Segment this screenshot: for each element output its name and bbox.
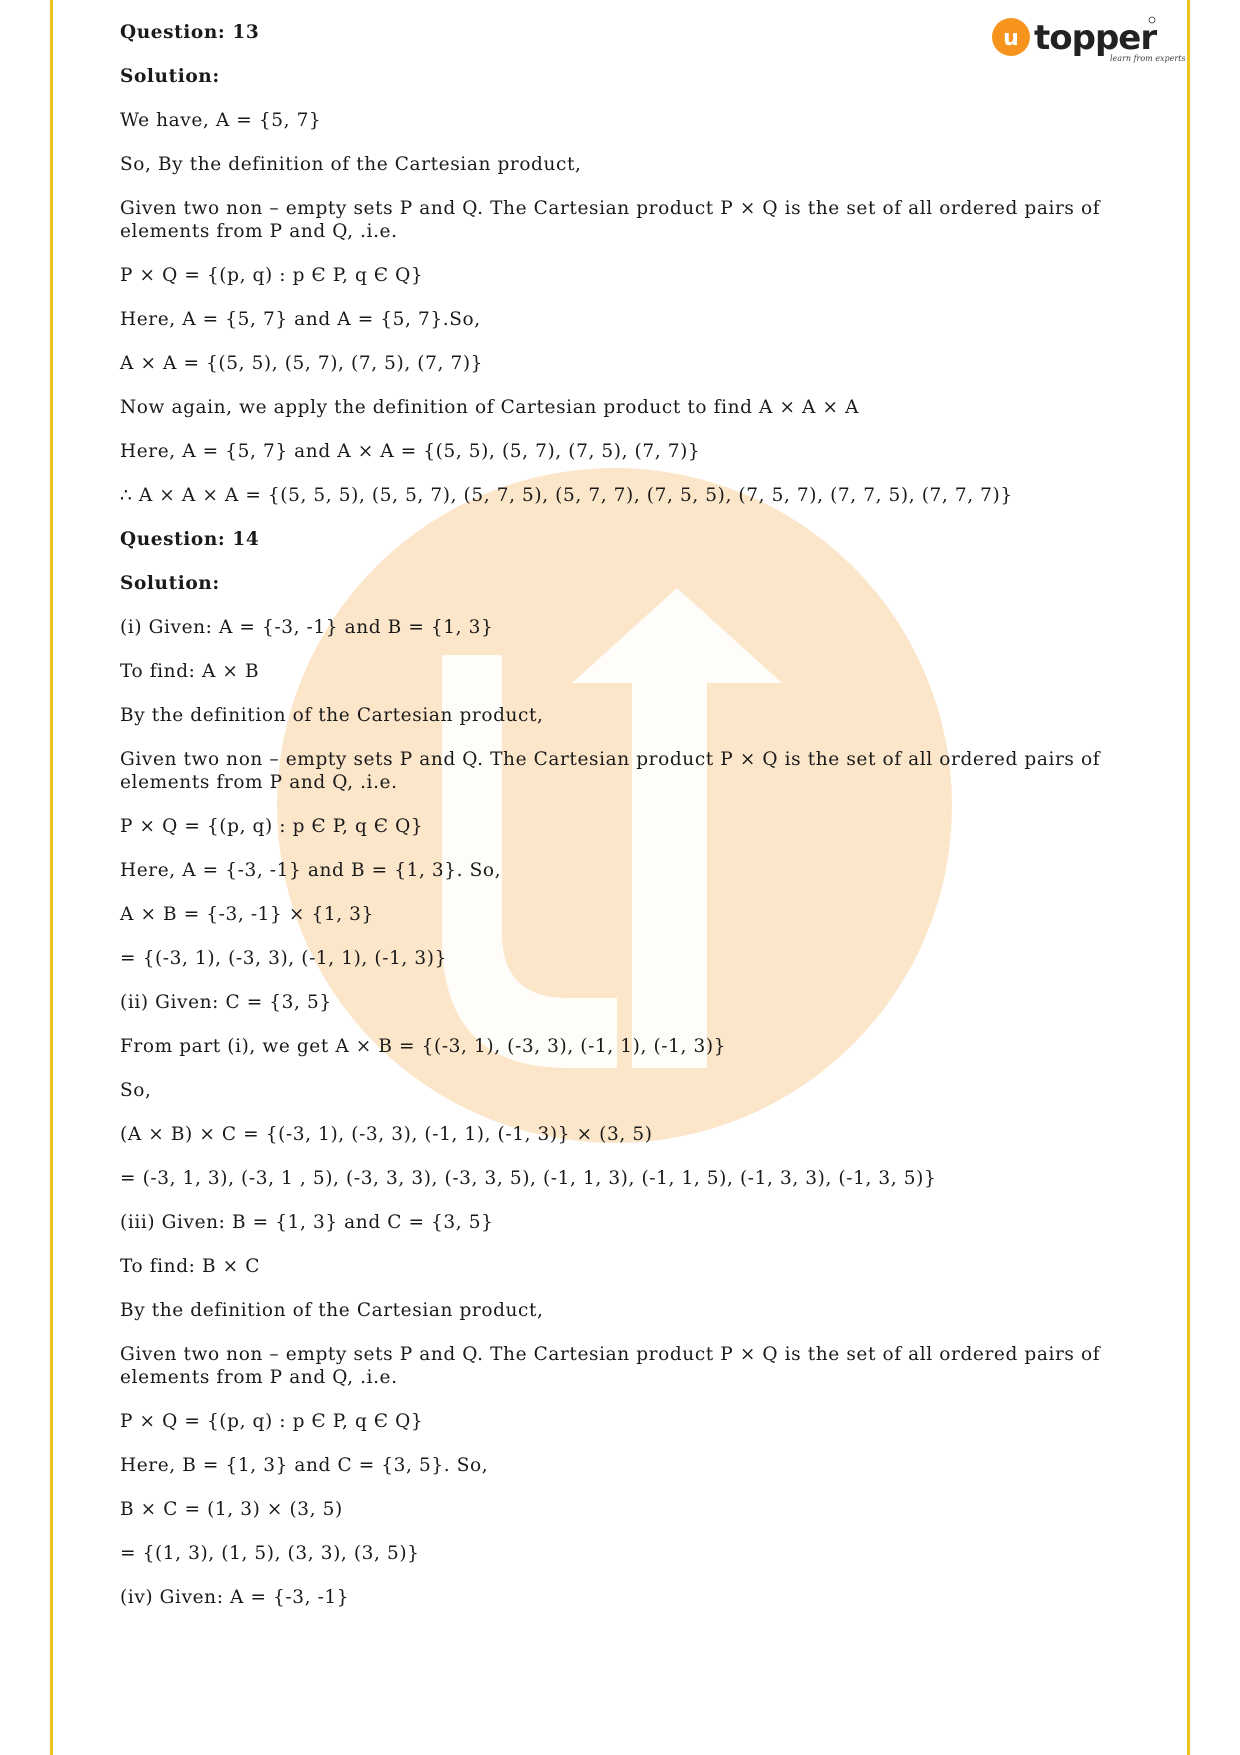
text-line: P × Q = {(p, q) : p Є P, q Є Q} bbox=[120, 816, 424, 837]
section-heading: Solution: bbox=[120, 66, 220, 87]
page-border-left bbox=[50, 0, 53, 1755]
text-line: We have, A = {5, 7} bbox=[120, 110, 322, 131]
text-line: = {(-3, 1), (-3, 3), (-1, 1), (-1, 3)} bbox=[120, 948, 447, 969]
solution-content bbox=[120, 18, 1130, 1627]
text-line: To find: A × B bbox=[120, 661, 260, 682]
text-line: Given two non – empty sets P and Q. The Cartesian product P × Q is the set of all ordered pairs of elements from P and Q, .i.e. bbox=[120, 198, 1101, 242]
text-line: A × B = {-3, -1} × {1, 3} bbox=[120, 904, 374, 925]
logo-text: topper bbox=[1034, 18, 1157, 58]
section-heading: Solution: bbox=[120, 573, 220, 594]
text-line: So, By the definition of the Cartesian product, bbox=[120, 154, 582, 175]
section-heading: Question: 13 bbox=[120, 22, 260, 43]
text-line: A × A = {(5, 5), (5, 7), (7, 5), (7, 7)} bbox=[120, 353, 484, 374]
text-line: Here, B = {1, 3} and C = {3, 5}. So, bbox=[120, 1455, 489, 1476]
text-line: By the definition of the Cartesian product, bbox=[120, 1300, 544, 1321]
text-line: P × Q = {(p, q) : p Є P, q Є Q} bbox=[120, 265, 424, 286]
text-line: So, bbox=[120, 1080, 152, 1101]
text-line: (A × B) × C = {(-3, 1), (-3, 3), (-1, 1), (-1, 3)} × (3, 5) bbox=[120, 1124, 653, 1145]
logo-tagline: learn from experts bbox=[1110, 54, 1186, 63]
logo-mark: u bbox=[1003, 26, 1019, 51]
text-line: Given two non – empty sets P and Q. The Cartesian product P × Q is the set of all ordered pairs of elements from P and Q, .i.e. bbox=[120, 749, 1101, 793]
text-line: ∴ A × A × A = {(5, 5, 5), (5, 5, 7), (5, 7, 5), (5, 7, 7), (7, 5, 5), (7, 5, 7), (7, 7, 5), (7, 7, 7)} bbox=[120, 485, 1013, 506]
text-line: Here, A = {-3, -1} and B = {1, 3}. So, bbox=[120, 860, 502, 881]
text-line: P × Q = {(p, q) : p Є P, q Є Q} bbox=[120, 1411, 424, 1432]
text-line: (i) Given: A = {-3, -1} and B = {1, 3} bbox=[120, 617, 494, 638]
text-line: (ii) Given: C = {3, 5} bbox=[120, 992, 332, 1013]
page-border-right bbox=[1187, 0, 1190, 1755]
text-line: Here, A = {5, 7} and A = {5, 7}.So, bbox=[120, 309, 481, 330]
text-line: = (-3, 1, 3), (-3, 1 , 5), (-3, 3, 3), (-3, 3, 5), (-1, 1, 3), (-1, 1, 5), (-1, 3, 3), (-1, 3, 5)} bbox=[120, 1168, 937, 1189]
text-line: Now again, we apply the definition of Cartesian product to find A × A × A bbox=[120, 397, 860, 418]
text-line: (iii) Given: B = {1, 3} and C = {3, 5} bbox=[120, 1212, 494, 1233]
text-line: By the definition of the Cartesian product, bbox=[120, 705, 544, 726]
text-line: = {(1, 3), (1, 5), (3, 3), (3, 5)} bbox=[120, 1543, 420, 1564]
text-line: From part (i), we get A × B = {(-3, 1), (-3, 3), (-1, 1), (-1, 3)} bbox=[120, 1036, 727, 1057]
text-line: To find: B × C bbox=[120, 1256, 260, 1277]
utopper-logo bbox=[990, 14, 1186, 70]
section-heading: Question: 14 bbox=[120, 529, 260, 550]
text-line: Here, A = {5, 7} and A × A = {(5, 5), (5, 7), (7, 5), (7, 7)} bbox=[120, 441, 701, 462]
text-line: (iv) Given: A = {-3, -1} bbox=[120, 1587, 350, 1608]
text-line: B × C = (1, 3) × (3, 5) bbox=[120, 1499, 343, 1520]
text-line: Given two non – empty sets P and Q. The Cartesian product P × Q is the set of all ordered pairs of elements from P and Q, .i.e. bbox=[120, 1344, 1101, 1388]
